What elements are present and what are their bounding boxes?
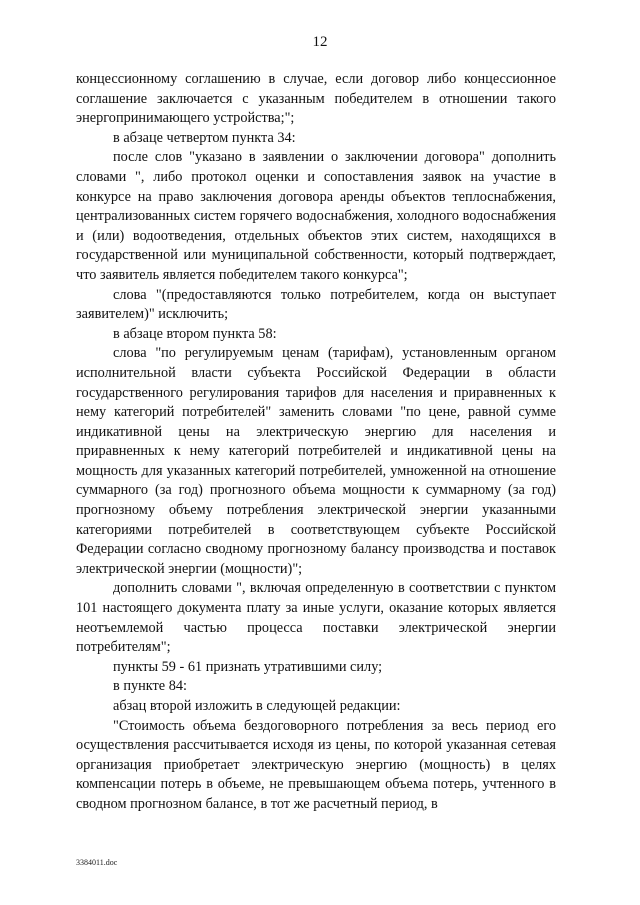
paragraph: слова "(предоставляются только потребителем, когда он выступает заявителем)" исключить; <box>76 286 556 323</box>
paragraph: "Стоимость объема бездоговорного потребления за весь период его осуществления рассчитывается исходя из цены, по которой указанная сетевая организация приобретает электрическую энергию (мощность) в целях компенсации потерь в объеме, не превышающем объема потерь, учтенного в сводном прогнозном балансе, в тот же расчетный период, в <box>76 717 556 812</box>
page-number: 12 <box>312 34 328 50</box>
paragraph: в пункте 84: <box>113 678 187 695</box>
paragraph: слова "по регулируемым ценам (тарифам), установленным органом исполнительной власти субъекта Российской Федерации в области государственного регулирования тарифов для населения и приравненных к нему категорий потребителей" заменить словами "по цене, равной сумме индикативной цены на электрическую энергию для населения и приравненных к нему категорий потребителей и индикативной цены на мощность для указанных категорий потребителей, умноженной на отношение суммарного (за год) прогнозного объема мощности к суммарному (за год) прогнозному объему потребления электрической энергии указанными категориями потребителей в соответствующем субъекте Российской Федерации согласно сводному прогнозному балансу производства и поставок электрической энергии (мощности)"; <box>76 345 556 577</box>
paragraph: абзац второй изложить в следующей редакции: <box>113 698 401 714</box>
paragraph: дополнить словами ", включая определенную в соответствии с пунктом 101 настоящего документа плату за иные услуги, оказание которых является неотъемлемой частью процесса поставки электрической энергии потребителям"; <box>76 580 556 656</box>
document-body <box>76 70 556 815</box>
paragraph: в абзаце четвертом пункта 34: <box>113 129 296 146</box>
paragraph: пункты 59 - 61 признать утратившими силу; <box>113 658 383 675</box>
paragraph: после слов "указано в заявлении о заключении договора" дополнить словами ", либо протокол оценки и сопоставления заявок на участие в конкурсе на право заключения договора аренды объектов теплоснабжения, централизованных систем горячего водоснабжения, холодного водоснабжения и (или) водоотведения, отдельных объектов этих систем, находящихся в государственной или муниципальной собственности, который подтверждает, что заявитель является победителем такого конкурса"; <box>76 149 556 283</box>
paragraph: в абзаце втором пункта 58: <box>113 325 277 342</box>
document-footer: 3384011.doc <box>76 858 118 867</box>
paragraph: концессионному соглашению в случае, если договор либо концессионное соглашение заключается с указанным победителем в отношении такого энергопринимающего устройства;"; <box>76 71 556 127</box>
